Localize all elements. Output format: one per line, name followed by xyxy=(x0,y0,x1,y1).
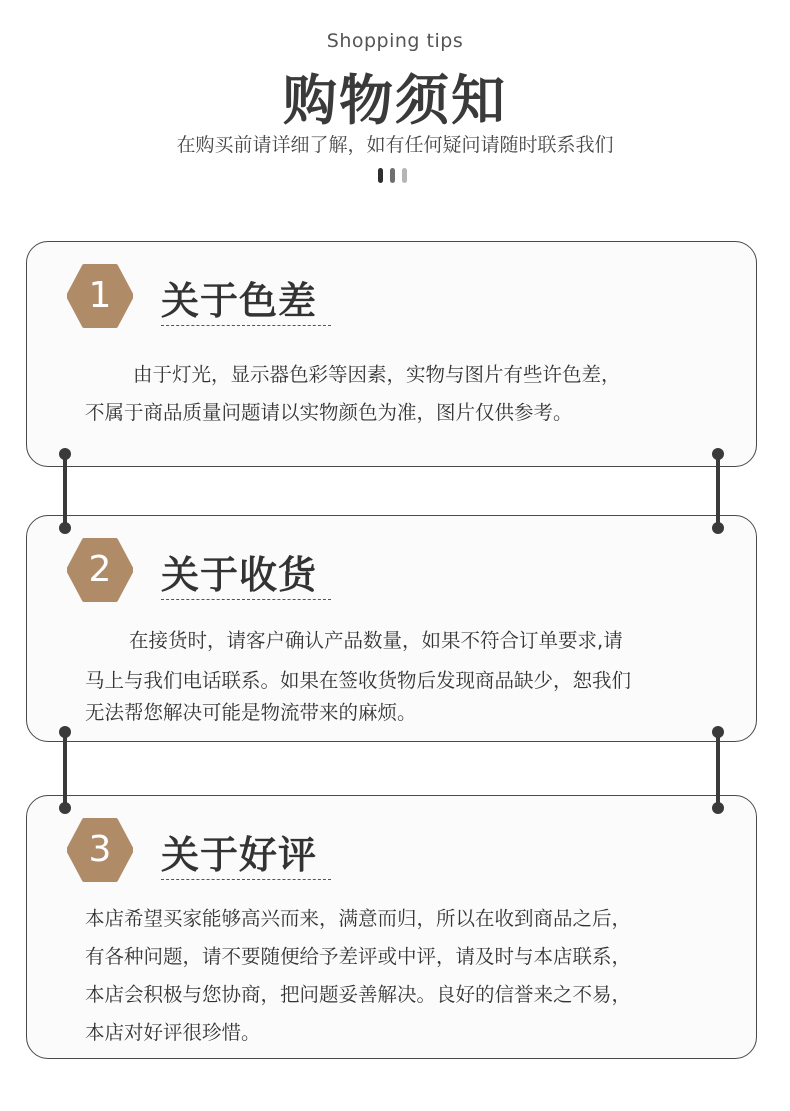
page-title: 购物须知 xyxy=(283,69,507,132)
dot-3 xyxy=(402,168,407,183)
section-title: 关于色差 xyxy=(161,279,318,323)
progress-dots xyxy=(378,168,418,184)
section-card-color-difference xyxy=(26,241,757,467)
body-line: 不属于商品质量问题请以实物颜色为准，图片仅供参考。 xyxy=(85,401,573,424)
badge-number: 3 xyxy=(88,829,112,870)
badge-number: 2 xyxy=(88,549,112,590)
subtitle-en: Shopping tips xyxy=(326,30,464,52)
body-line: 无法帮您解决可能是物流带来的麻烦。 xyxy=(85,701,417,724)
connector-right-2 xyxy=(712,726,724,814)
body-line: 在接货时，请客户确认产品数量，如果不符合订单要求,请 xyxy=(129,629,623,652)
intro-text: 在购买前请详细了解，如有任何疑问请随时联系我们 xyxy=(176,134,614,156)
section-body xyxy=(85,356,715,432)
section-card-receiving xyxy=(26,515,757,742)
connector-left-2 xyxy=(59,726,71,814)
body-line: 有各种问题，请不要随便给予差评或中评，请及时与本店联系， xyxy=(85,945,632,968)
section-title: 关于收货 xyxy=(161,553,318,597)
section-body xyxy=(85,621,715,733)
body-line: 由于灯光，显示器色彩等因素，实物与图片有些许色差， xyxy=(133,363,621,386)
section-title: 关于好评 xyxy=(161,833,318,877)
number-badge xyxy=(67,538,133,602)
dot-1 xyxy=(378,168,383,183)
section-body xyxy=(85,900,715,1052)
dashed-underline xyxy=(161,599,331,600)
connector-left-1 xyxy=(59,448,71,534)
dashed-underline xyxy=(161,325,331,326)
body-line: 本店会积极与您协商，把问题妥善解决。良好的信誉来之不易， xyxy=(85,983,632,1006)
badge-number: 1 xyxy=(88,275,112,316)
number-badge xyxy=(67,818,133,882)
body-line: 马上与我们电话联系。如果在签收货物后发现商品缺少，恕我们 xyxy=(85,669,632,692)
dot-2 xyxy=(390,168,395,183)
connector-right-1 xyxy=(712,448,724,534)
body-line: 本店对好评很珍惜。 xyxy=(85,1021,261,1044)
body-line: 本店希望买家能够高兴而来，满意而归，所以在收到商品之后， xyxy=(85,907,632,930)
number-badge xyxy=(67,264,133,328)
section-card-good-review xyxy=(26,795,757,1059)
dashed-underline xyxy=(161,879,331,880)
